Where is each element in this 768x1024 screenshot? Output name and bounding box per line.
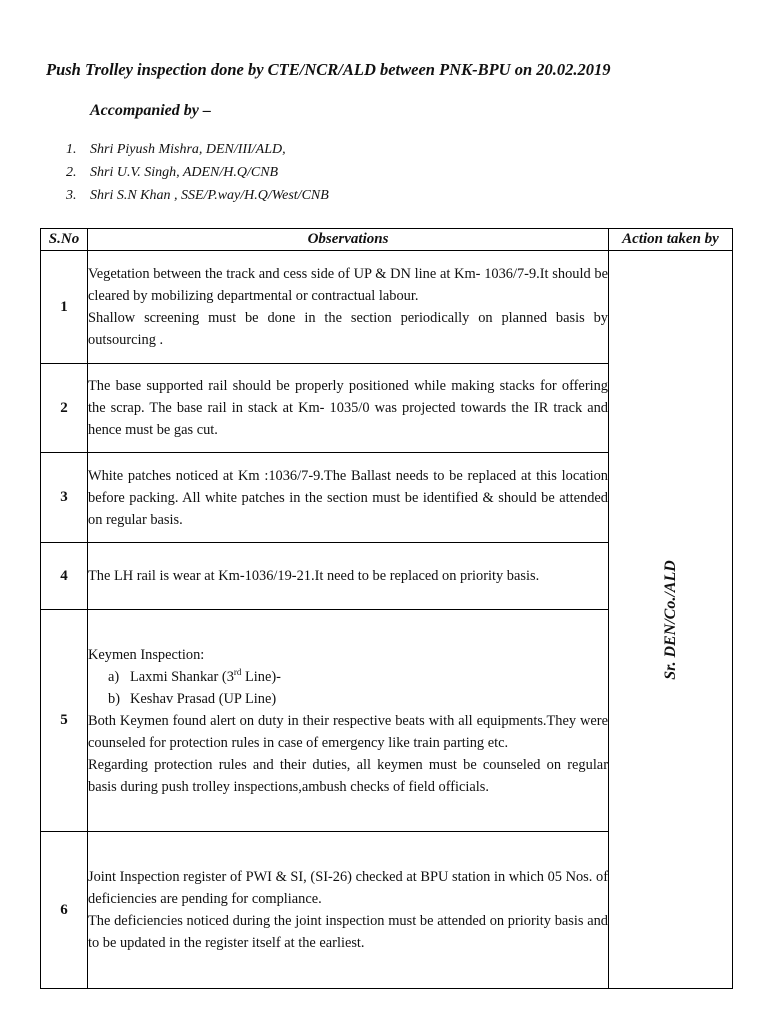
table-header-row	[41, 229, 733, 251]
ordinal-suffix: rd	[233, 666, 242, 677]
row-number: 2	[41, 364, 88, 453]
observation-text: Regarding protection rules and their duties, all keymen must be counseled on regular basis during push trolley inspections,ambush checks of field officials.	[88, 756, 608, 795]
observation-text: Both Keymen found alert on duty in their respective beats with all equipments.They were counseled for protection rules in case of emergency like train parting etc.	[88, 712, 608, 751]
list-number: 1.	[66, 142, 77, 157]
row-number: 1	[41, 251, 88, 364]
official-name: Shri S.N Khan , SSE/P.way/H.Q/West/CNB	[90, 188, 329, 203]
accompanying-officials-list	[66, 138, 329, 207]
observation-intro: Keymen Inspection:	[88, 646, 205, 663]
list-number: 3.	[66, 188, 77, 203]
row-number: 4	[41, 543, 88, 610]
header-action-taken-by: Action taken by	[609, 229, 733, 251]
official-name: Shri Piyush Mishra, DEN/III/ALD,	[90, 142, 286, 157]
observation-text: Shallow screening must be done in the section periodically on planned basis by outsourcing .	[88, 310, 608, 348]
observations-table	[40, 228, 733, 989]
observation-cell	[88, 364, 609, 453]
observation-cell	[88, 543, 609, 610]
keyman-name: Keshav Prasad (UP Line)	[130, 690, 277, 707]
header-sno: S.No	[41, 229, 88, 251]
official-name: Shri U.V. Singh, ADEN/H.Q/CNB	[90, 165, 279, 180]
keyman-name: Laxmi Shankar (3rd Line)-	[130, 666, 281, 685]
list-letter: b)	[108, 690, 120, 707]
observation-cell	[88, 610, 609, 832]
observation-text: Joint Inspection register of PWI & SI, (SI-26) checked at BPU station in which 05 Nos. of deficiencies are pending for compliance.	[88, 869, 608, 907]
row-number: 3	[41, 453, 88, 543]
action-taken-cell	[609, 251, 733, 989]
official-item	[66, 138, 329, 161]
official-item	[66, 161, 329, 184]
observation-text: Vegetation between the track and cess side of UP & DN line at Km- 1036/7-9.It should be cleared by mobilizing departmental or contractual labour.	[88, 266, 608, 304]
accompanied-by-heading: Accompanied by –	[90, 102, 211, 119]
observation-text: The base supported rail should be properly positioned while making stacks for offering the scrap. The base rail in stack at Km- 1035/0 was projected towards the IR track and hence must be gas cut.	[88, 378, 608, 438]
row-number: 5	[41, 610, 88, 832]
observation-text: The LH rail is wear at Km-1036/19-21.It need to be replaced on priority basis.	[88, 568, 540, 584]
list-item	[108, 666, 608, 688]
table-row	[41, 251, 733, 364]
keymen-list	[88, 666, 608, 710]
observation-cell	[88, 251, 609, 364]
observation-text: White patches noticed at Km :1036/7-9.The Ballast needs to be replaced at this location before packing. All white patches in the section must be identified & should be attended on regular basis.	[88, 467, 608, 528]
observation-cell	[88, 453, 609, 543]
observation-cell	[88, 832, 609, 989]
header-observations: Observations	[88, 229, 609, 251]
observation-text: The deficiencies noticed during the joint inspection must be attended on priority basis and to be updated in the register itself at the earliest.	[88, 913, 608, 951]
row-number: 6	[41, 832, 88, 989]
document-title: Push Trolley inspection done by CTE/NCR/ALD between PNK-BPU on 20.02.2019	[46, 60, 611, 79]
official-item	[66, 184, 329, 207]
list-item	[108, 688, 608, 710]
action-taken-by-text: Sr. DEN/Co./ALD	[661, 559, 679, 680]
list-letter: a)	[108, 668, 120, 685]
list-number: 2.	[66, 165, 77, 180]
